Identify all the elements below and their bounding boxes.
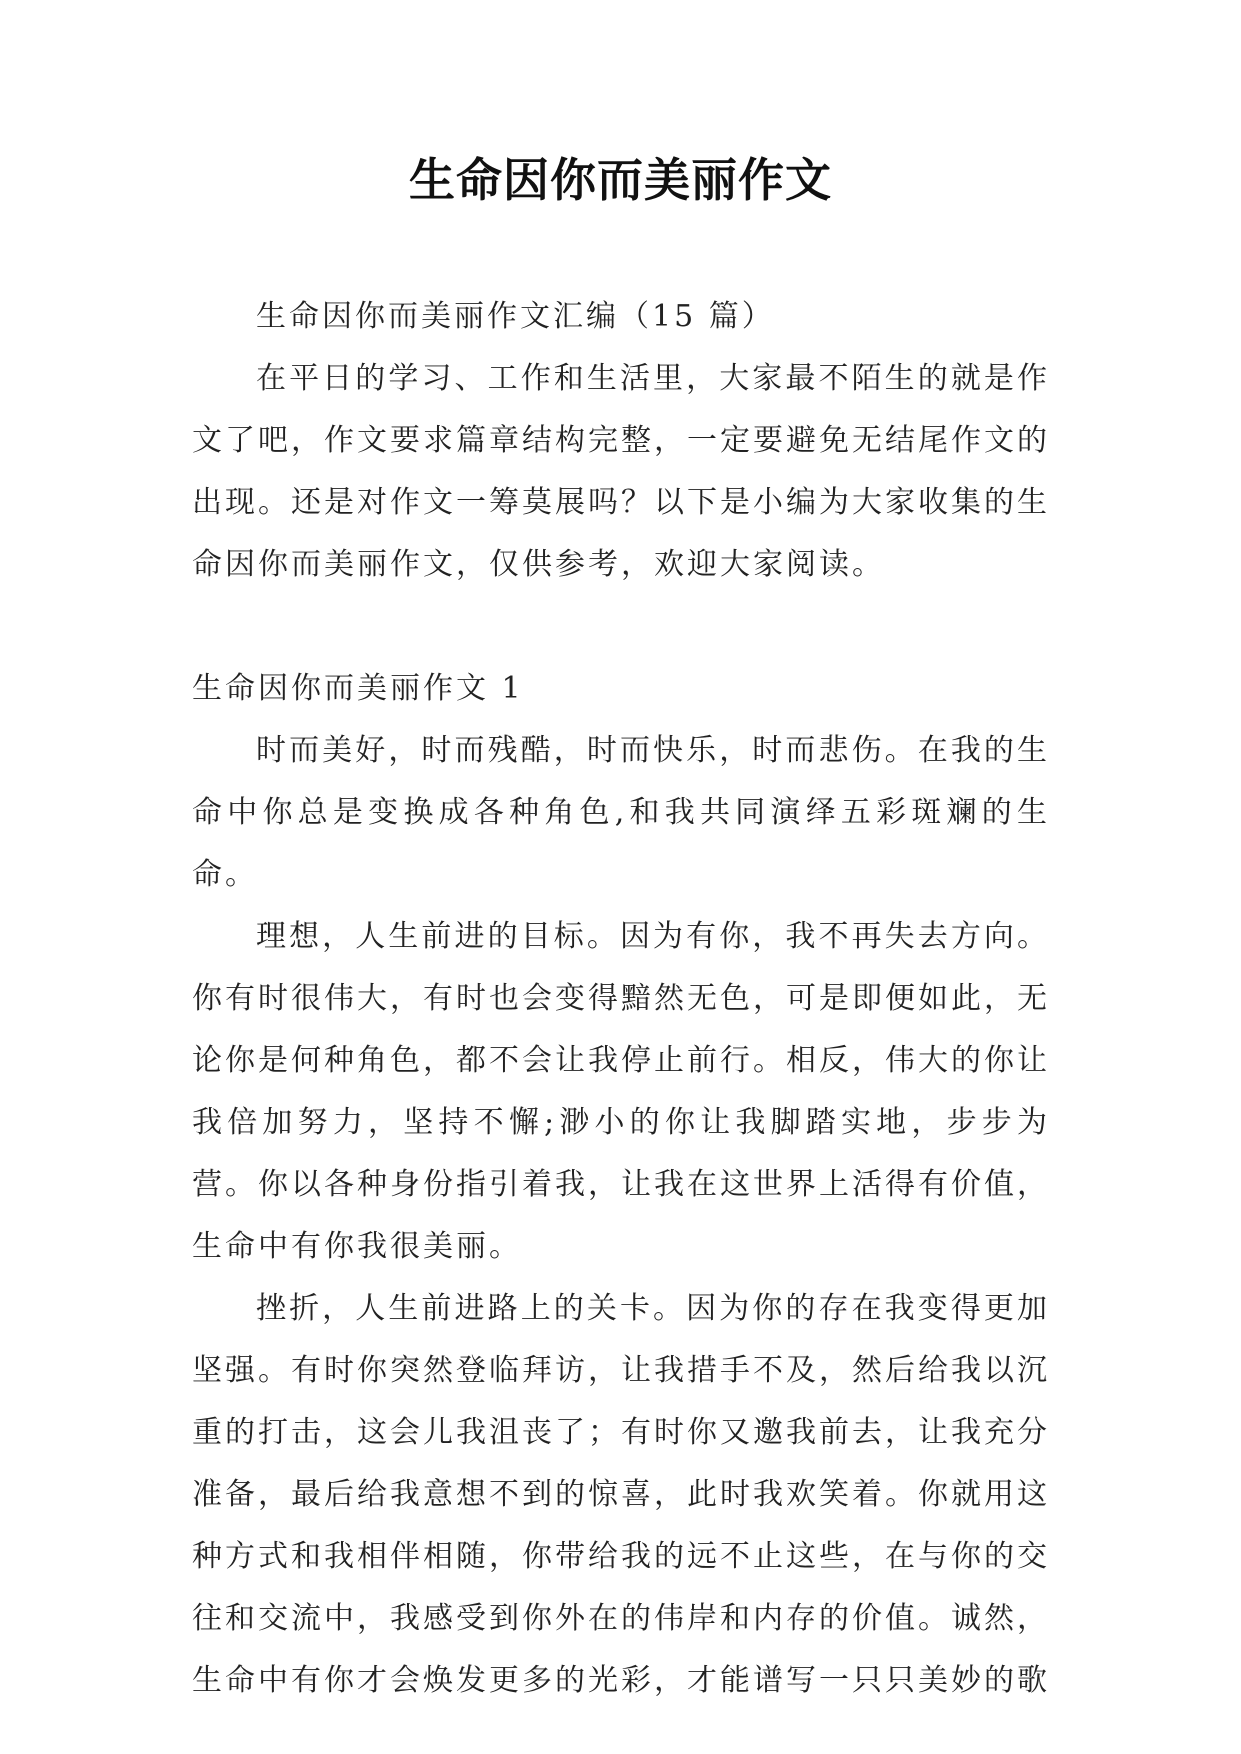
intro-paragraph: 在平日的学习、工作和生活里，大家最不陌生的就是作文了吧，作文要求篇章结构完整，一定要避免无结尾作文的出现。还是对作文一筹莫展吗？以下是小编为大家收集的生命因你而美丽作文，仅供参考，欢迎大家阅读。 [192,361,1050,582]
section-spacer [192,596,1050,658]
body-paragraph: 理想，人生前进的目标。因为有你，我不再失去方向。你有时很伟大，有时也会变得黯然无色，可是即便如此，无论你是何种角色，都不会让我停止前行。相反，伟大的你让我倍加努力，坚持不懈;渺小的你让我脚踏实地，步步为营。你以各种身份指引着我，让我在这世界上活得有价值，生命中有你我很美丽。 [192,919,1050,1264]
section-heading: 生命因你而美丽作文 1 [192,671,524,706]
body-paragraph: 时而美好，时而残酷，时而快乐，时而悲伤。在我的生命中你总是变换成各种角色,和我共同演绎五彩斑斓的生命。 [192,733,1050,892]
body-paragraph: 挫折，人生前进路上的关卡。因为你的存在我变得更加坚强。有时你突然登临拜访，让我措手不及，然后给我以沉重的打击，这会儿我沮丧了；有时你又邀我前去，让我充分准备，最后给我意想不到的惊喜，此时我欢笑着。你就用这种方式和我相伴相随，你带给我的远不止这些，在与你的交往和交流中，我感受到你外在的伟岸和内存的价值。诚然，生命中有你才会焕发更多的光彩，才能谱写一只只美妙的歌 [192,1291,1050,1698]
document-body [192,286,1050,1712]
document-title: 生命因你而美丽作文 [409,153,832,207]
subtitle-paragraph: 生命因你而美丽作文汇编（15 篇） [256,299,775,334]
